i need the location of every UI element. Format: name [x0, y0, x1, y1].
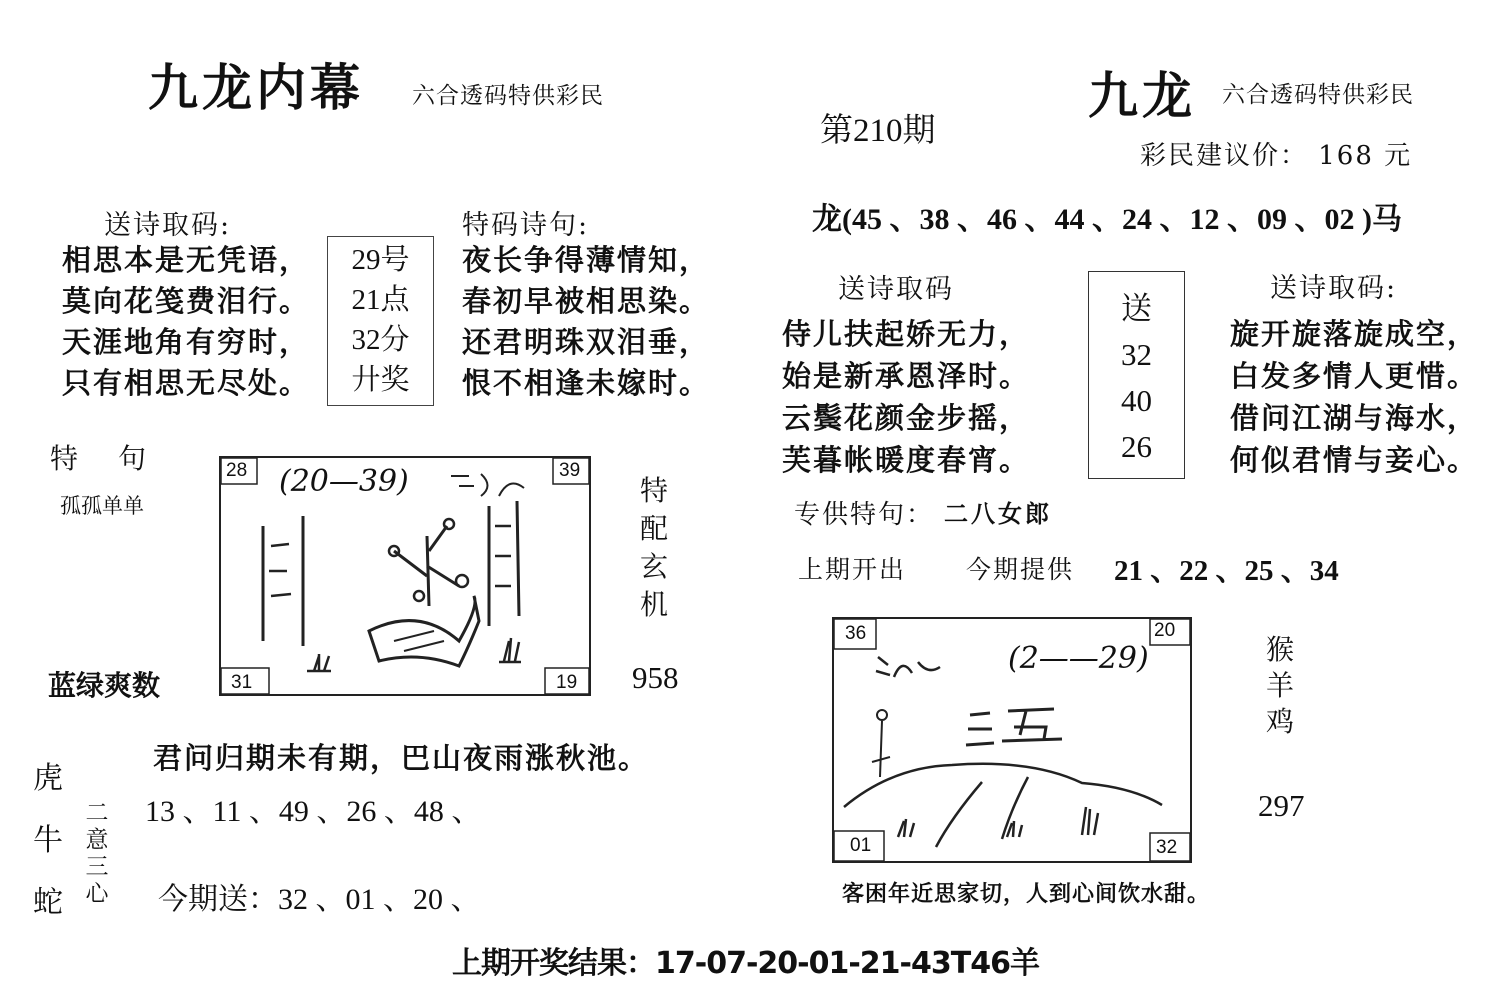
- left-poem: [62, 240, 310, 404]
- poem-line: 云鬓花颜金步摇，: [782, 401, 1031, 435]
- left-side-number: 958: [632, 660, 679, 695]
- corner-number: 31: [231, 672, 253, 693]
- poem-line: 相思本是无凭语，: [62, 243, 311, 277]
- left-hand-drawing: [219, 456, 591, 696]
- poem-line: 还君明珠双泪垂，: [462, 325, 711, 359]
- special-label: 专供特句：: [794, 500, 935, 530]
- animal: 牛: [33, 823, 63, 858]
- issue-number: 第210期: [820, 113, 936, 149]
- poem-line: 芙暮帐暖度春宵。: [782, 443, 1031, 477]
- right-side-animals: [1262, 632, 1298, 740]
- corner-number: 19: [556, 672, 578, 693]
- last-label: 上期开出: [798, 555, 907, 584]
- poem-line: 始是新承恩泽时。: [782, 359, 1031, 393]
- last-result: 上期开奖结果：17-07-20-01-21-43T46羊: [452, 946, 1039, 981]
- animal: 羊: [1265, 669, 1294, 702]
- poem-line: 何似君情与妾心。: [1230, 443, 1479, 477]
- teju-value: 孤孤单单: [60, 494, 144, 518]
- left-bottom-poem: 君问归期未有期，巴山夜雨涨秋池。: [153, 741, 650, 775]
- left-animals: [28, 748, 68, 934]
- box-line: 26: [1121, 429, 1152, 464]
- box-line: 送: [1121, 291, 1152, 326]
- right-hand-drawing: [832, 617, 1192, 863]
- provide-numbers: 21 、22 、25 、34: [1114, 555, 1339, 587]
- poem-line: 春初早被相思染。: [462, 284, 711, 318]
- left-poem-header: 送诗取码:: [104, 210, 232, 241]
- special-value: 二八女郎: [944, 499, 1052, 528]
- poem-line: 恨不相逢未嫁时。: [462, 366, 711, 400]
- animal: 蛇: [33, 885, 63, 920]
- corner-number: 28: [226, 460, 248, 481]
- box-line: 21点: [351, 284, 410, 316]
- side-char: 机: [639, 588, 668, 621]
- price-text: 彩民建议价： 168 元: [1140, 141, 1413, 171]
- box-line: 32: [1121, 337, 1152, 372]
- right-side-number: 297: [1258, 788, 1305, 823]
- poem-line: 天涯地角有穷时，: [62, 325, 311, 359]
- pic-range-text: (20—39): [279, 464, 409, 499]
- lanlv-label: 蓝绿爽数: [48, 669, 161, 702]
- corner-number: 01: [850, 835, 872, 856]
- corner-number: 32: [1156, 837, 1178, 858]
- right-poem-right: [1230, 313, 1478, 481]
- small-char: 心: [85, 881, 109, 907]
- left-small-vertical: [84, 800, 110, 908]
- poem-line: 夜长争得薄情知，: [462, 243, 711, 277]
- right-poem-header-left: 送诗取码: [838, 274, 954, 305]
- poem-line: 侍儿扶起娇无力，: [782, 317, 1031, 351]
- left-te-header: 特码诗句:: [462, 210, 590, 241]
- left-time-box: [327, 236, 434, 406]
- right-poem-left: [782, 313, 1030, 481]
- pic-range-text: (2——29): [1008, 641, 1149, 676]
- corner-number: 36: [845, 623, 867, 644]
- animal: 猴: [1265, 633, 1294, 666]
- animal: 鸡: [1265, 705, 1294, 738]
- left-title: 九龙内幕: [148, 58, 364, 117]
- teju-label: 特 句: [50, 442, 153, 475]
- poem-line: 莫向花笺费泪行。: [62, 284, 311, 318]
- box-line: 29号: [351, 244, 410, 276]
- poem-line: 旋开旋落旋成空，: [1230, 317, 1479, 351]
- poem-line: 只有相思无尽处。: [62, 366, 311, 400]
- left-send-row: 今期送：32 、01 、20 、: [158, 883, 481, 916]
- left-number-row: 13 、11 、49 、26 、48 、: [145, 795, 482, 828]
- side-char: 配: [639, 512, 668, 545]
- poem-line: 白发多情人更惜。: [1230, 359, 1479, 393]
- right-send-box: [1088, 271, 1185, 479]
- small-char: 意: [85, 827, 109, 853]
- corner-number: 20: [1154, 620, 1176, 641]
- box-line: 40: [1121, 383, 1152, 418]
- right-subtitle: 六合透码特供彩民: [1222, 82, 1414, 108]
- small-char: 三: [85, 854, 109, 880]
- right-poem-header-right: 送诗取码:: [1270, 273, 1398, 304]
- right-title: 九龙: [1088, 66, 1196, 125]
- right-bottom-poem: 客困年近思家切，人到心间饮水甜。: [842, 881, 1211, 907]
- left-subtitle: 六合透码特供彩民: [412, 83, 604, 109]
- provide-label: 今期提供: [966, 555, 1075, 584]
- box-line: 32分: [351, 324, 410, 356]
- left-te-poem: [462, 240, 710, 404]
- animal: 虎: [33, 761, 63, 796]
- side-vertical-text: [636, 472, 672, 624]
- corner-number: 39: [559, 460, 581, 481]
- small-char: 二: [85, 800, 109, 826]
- dragon-row: 龙(45 、38 、46 、44 、24 、12 、09 、02 )马: [812, 203, 1402, 236]
- box-line: 廾奖: [351, 364, 410, 396]
- side-char: 特: [639, 474, 668, 507]
- side-char: 玄: [639, 550, 668, 583]
- poem-line: 借问江湖与海水，: [1230, 401, 1479, 435]
